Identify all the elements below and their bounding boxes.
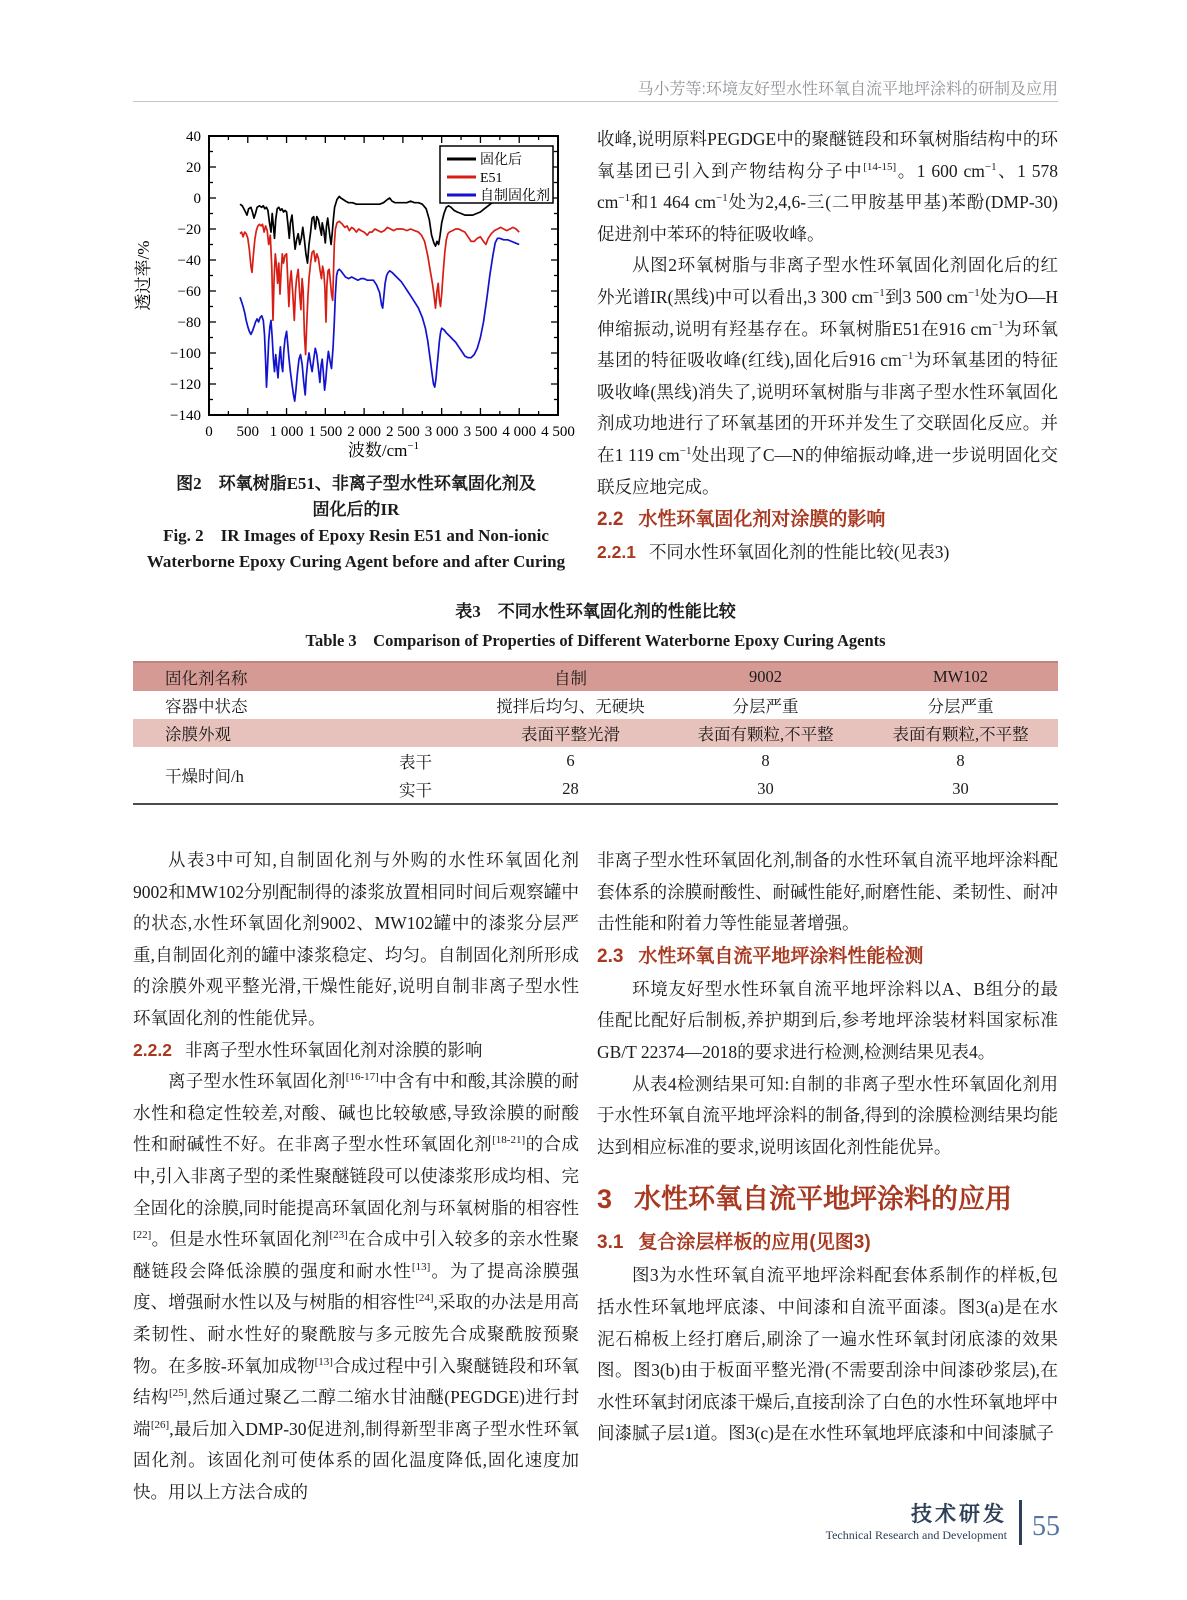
figure2-caption-en-line2: Waterborne Epoxy Curing Agent before and after Curing — [146, 552, 566, 571]
table-cell: 6 — [566, 751, 575, 770]
table3-title-cn: 表3 不同水性环氧固化剂的性能比较 — [455, 602, 736, 621]
svg-text:2 000: 2 000 — [347, 424, 381, 440]
svg-text:−100: −100 — [170, 346, 201, 362]
right-bottom-column — [597, 845, 1058, 1508]
paragraph: 非离子型水性环氧固化剂,制备的水性环氧自流平地坪涂料配套体系的涂膜耐酸性、耐碱性能好,耐磨性能、柔韧性、耐冲击性能和附着力等性能显著增强。 — [597, 850, 1058, 934]
heading-number: 3 — [597, 1184, 613, 1215]
heading-2-2-1 — [597, 537, 1058, 569]
svg-text:3 500: 3 500 — [463, 424, 498, 440]
heading-number: 2.2.1 — [597, 542, 636, 563]
footer-section-cn: 技术研发 — [911, 1503, 1007, 1526]
table-cell: 8 — [956, 751, 965, 770]
svg-text:−20: −20 — [177, 222, 201, 238]
page-footer — [826, 1500, 1060, 1545]
svg-text:−140: −140 — [170, 408, 201, 424]
heading-number: 2.2.2 — [133, 1039, 172, 1060]
svg-text:4 500: 4 500 — [541, 424, 575, 440]
heading-3-1 — [597, 1227, 1058, 1259]
table-cell: 容器中状态 — [165, 697, 248, 716]
svg-text:E51: E51 — [480, 171, 503, 186]
paragraph: 从图2环氧树脂与非离子型水性环氧固化剂固化后的红外光谱IR(黑线)中可以看出,3 300 $cm^{-1}$到3 500 $cm^{-1}$处为O—H伸缩振动,说明有羟基存在。环氧树脂E51在916 $cm^{-1}$为环氧基团的特征吸收峰(红线),固化后916 $cm^{-1}$为环氧基团的特征吸收峰(黑线)消失了,说明环氧树脂与非离子型水性环氧固化剂成功地进行了环氧基团的开环并发生了交联固化反应。并在1 119 $cm^{-1}$处出现了C—N的伸缩振动峰,进一步说明固化交联反应地完成。 — [597, 255, 1058, 497]
figure2-caption-cn-line2: 固化后的IR — [312, 500, 400, 519]
svg-text:4 000: 4 000 — [502, 424, 537, 440]
svg-text:−120: −120 — [170, 377, 201, 393]
footer-section-en: Technical Research and Development — [825, 1528, 1007, 1542]
table-cell: 9002 — [668, 662, 863, 691]
table-cell: 30 — [757, 779, 774, 798]
table-cell: 分层严重 — [927, 697, 994, 716]
table-cell: 28 — [562, 779, 579, 798]
table-row — [133, 691, 1058, 719]
bottom-row — [133, 845, 1058, 1508]
table-cell: 实干 — [399, 781, 432, 800]
svg-text:−60: −60 — [177, 284, 201, 300]
svg-text:1 500: 1 500 — [308, 424, 343, 440]
svg-text:−40: −40 — [177, 253, 201, 269]
top-row — [133, 124, 1058, 575]
ir-chart-svg — [133, 124, 579, 462]
table-cell: 30 — [952, 779, 969, 798]
heading-2-2-2 — [133, 1035, 579, 1067]
figure2-block — [133, 124, 579, 575]
paragraph: 从表3中可知,自制固化剂与外购的水性环氧固化剂9002和MW102分别配制得的漆浆放置相同时间后观察罐中的状态,水性环氧固化剂9002、MW102罐中的漆浆分层严重,自制固化剂的罐中漆浆稳定、均匀。自制固化剂所形成的涂膜外观平整光滑,干燥性能好,说明自制非离子型水性环氧固化剂的性能优异。 — [133, 850, 579, 1028]
table3-section — [133, 597, 1058, 805]
paragraph: 收峰,说明原料PEGDGE中的聚醚链段和环氧树脂结构中的环氧基团已引入到产物结构分子中[14-15]。1 600 $cm^{-1}$、1 578 $cm^{-1}$和1 464 $cm^{-1}$处为2,4,6-三(二甲胺基甲基)苯酚(DMP-30)促进剂中苯环的特征吸收峰。 — [597, 129, 1059, 244]
svg-text:波数/cm−1: 波数$/cm^{-1}$ — [347, 440, 420, 460]
paragraph: 环境友好型水性环氧自流平地坪涂料以A、B组分的最佳配比配好后制板,养护期到后,参考地坪涂装材料国家标准GB/T 22374—2018的要求进行检测,检测结果见表4。 — [597, 978, 1058, 1062]
heading-2-3 — [597, 941, 1058, 973]
table-cell: 分层严重 — [732, 697, 799, 716]
table-cell: 涂膜外观 — [133, 719, 473, 747]
table-cell: 表干 — [399, 753, 432, 772]
table-row — [133, 662, 1058, 691]
figure2-caption-cn-line1: 图2 环氧树脂E51、非离子型水性环氧固化剂及 — [176, 474, 536, 493]
svg-text:自制固化剂: 自制固化剂 — [480, 189, 550, 204]
heading-2-2 — [597, 504, 1058, 536]
heading-title: 水性环氧自流平地坪涂料性能检测 — [638, 945, 924, 967]
heading-3 — [597, 1181, 1058, 1217]
heading-number: 3.1 — [597, 1232, 624, 1254]
table-cell: 搅拌后均匀、无硬块 — [496, 697, 645, 716]
svg-text:固化后: 固化后 — [480, 153, 522, 168]
heading-number: 2.3 — [597, 945, 624, 967]
svg-text:20: 20 — [186, 160, 201, 176]
svg-text:3 000: 3 000 — [424, 424, 459, 440]
figure2-caption-en-line1: Fig. 2 IR Images of Epoxy Resin E51 and Non-ionic — [163, 526, 549, 545]
paragraph: 离子型水性环氧固化剂[16-17]中含有中和酸,其涂膜的耐水性和稳定性较差,对酸、碱也比较敏感,导致涂膜的耐酸性和耐碱性不好。在非离子型水性环氧固化剂[18-21]的合成中,引入非离子型的柔性聚醚链段可以使漆浆形成均相、完全固化的涂膜,同时能提高环氧固化剂与环氧树脂的相容性[22]。但是水性环氧固化剂[23]在合成中引入较多的亲水性聚醚链段会降低涂膜的强度和耐水性[13]。为了提高涂膜强度、增强耐水性以及与树脂的相容性[24],采取的办法是用高柔韧性、耐水性好的聚酰胺与多元胺先合成聚酰胺预聚物。在多胺-环氧加成物[13]合成过程中引入聚醚链段和环氧结构[25],然后通过聚乙二醇二缩水甘油醚(PEGDGE)进行封端[26],最后加入DMP-30促进剂,制得新型非离子型水性环氧固化剂。该固化剂可使体系的固化温度降低,固化速度加快。用以上方法合成的 — [133, 1071, 580, 1502]
svg-text:0: 0 — [205, 424, 213, 440]
heading-title: 水性环氧固化剂对涂膜的影响 — [638, 509, 886, 531]
footer-divider-bar — [1019, 1500, 1022, 1545]
left-bottom-column — [133, 845, 579, 1508]
svg-text:500: 500 — [236, 424, 260, 440]
table-cell: 表面有颗粒,不平整 — [863, 719, 1058, 747]
svg-text:0: 0 — [193, 191, 201, 207]
table-cell: 表面有颗粒,不平整 — [668, 719, 863, 747]
svg-text:−80: −80 — [177, 315, 201, 331]
table3-title-en: Table 3 Comparison of Properties of Different Waterborne Epoxy Curing Agents — [305, 631, 886, 650]
ir-spectrum-chart — [133, 124, 579, 467]
heading-title: 复合涂层样板的应用(见图3) — [638, 1232, 871, 1254]
table-cell: MW102 — [863, 662, 1058, 691]
header-rule — [133, 101, 1058, 102]
table-cell: 8 — [761, 751, 770, 770]
heading-title: 不同水性环氧固化剂的性能比较(见表3) — [648, 542, 950, 563]
page-number: 55 — [1032, 1510, 1060, 1542]
paragraph: 从表4检测结果可知:自制的非离子型水性环氧固化剂用于水性环氧自流平地坪涂料的制备,得到的涂膜检测结果均能达到相应标准的要求,说明该固化剂性能优异。 — [597, 1073, 1058, 1157]
table-cell: 表面平整光滑 — [473, 719, 668, 747]
table-cell: 固化剂名称 — [133, 662, 473, 691]
table3 — [133, 661, 1058, 805]
right-top-column — [597, 124, 1058, 575]
page-body — [133, 124, 1058, 1508]
running-head: 马小芳等:环境友好型水性环氧自流平地坪涂料的研制及应用 — [637, 81, 1058, 98]
table-row — [133, 747, 1058, 775]
heading-title: 非离子型水性环氧固化剂对涂膜的影响 — [184, 1039, 483, 1060]
table-cell: 干燥时间/h — [165, 767, 244, 786]
heading-number: 2.2 — [597, 509, 624, 531]
table-cell: 自制 — [473, 662, 668, 691]
table-row — [133, 719, 1058, 747]
heading-title: 水性环氧自流平地坪涂料的应用 — [634, 1184, 1013, 1215]
footer-section-label — [826, 1502, 1007, 1543]
svg-text:1 000: 1 000 — [269, 424, 304, 440]
svg-text:2 500: 2 500 — [386, 424, 420, 440]
paragraph: 图3为水性环氧自流平地坪涂料配套体系制作的样板,包括水性环氧地坪底漆、中间漆和自流平面漆。图3(a)是在水泥石棉板上经打磨后,刷涂了一遍水性环氧封闭底漆的效果图。图3(b)由于板面平整光滑(不需要刮涂中间漆砂浆层),在水性环氧封闭底漆干燥后,直接刮涂了白色的水性环氧地坪中间漆腻子层1道。图3(c)是在水性环氧地坪底漆和中间漆腻子 — [597, 1265, 1058, 1444]
svg-text:40: 40 — [186, 129, 201, 145]
svg-text:透过率/%: 透过率/% — [134, 240, 153, 311]
figure2-caption — [133, 471, 579, 575]
